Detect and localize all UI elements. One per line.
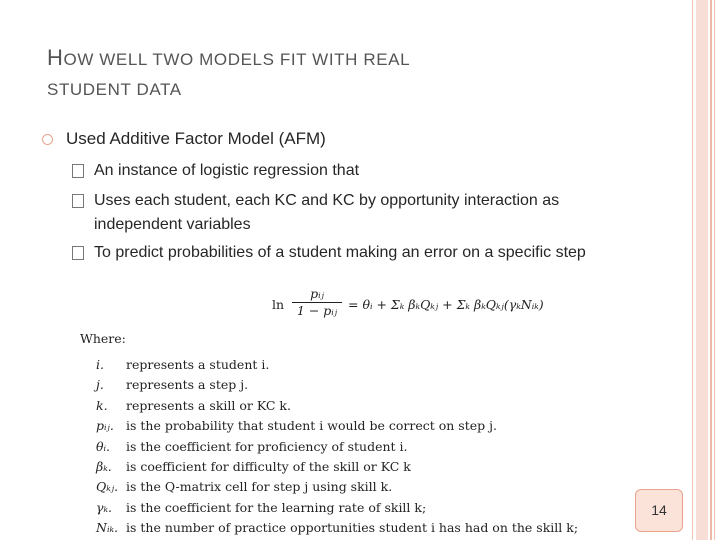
- definition-text: is the coefficient for the learning rate of skill k;: [125, 499, 427, 515]
- definition-item: [96, 518, 636, 538]
- decorative-stripe: [692, 0, 693, 540]
- definition-text: represents a skill or KC k.: [125, 397, 291, 413]
- definition-text: represents a step j.: [125, 377, 249, 393]
- definition-symbol: Nᵢₖ.: [96, 520, 118, 536]
- decorative-stripe: [696, 0, 708, 540]
- definition-item: [96, 437, 636, 457]
- title-line-1: [47, 38, 667, 78]
- decorative-stripe: [710, 0, 712, 540]
- definition-symbol: θᵢ.: [96, 438, 111, 454]
- definition-symbol: βₖ.: [96, 458, 112, 474]
- definition-text: is coefficient for difficulty of the skill or KC k: [125, 458, 411, 474]
- definition-symbol: k.: [96, 397, 108, 413]
- circle-bullet-icon: [42, 134, 53, 145]
- definition-symbol: i.: [96, 357, 104, 372]
- main-bullet-text: Used Additive Factor Model (AFM): [66, 129, 326, 148]
- definition-item: [96, 396, 636, 416]
- definition-text: is the probability that student i would be correct on step j.: [125, 418, 497, 434]
- sub-bullet-text: Uses each student, each KC and KC by opportunity interaction as independent variables: [94, 192, 560, 233]
- formula-numerator: pᵢⱼ: [292, 286, 342, 303]
- formula-rhs: = θᵢ + Σₖ βₖQₖⱼ + Σₖ βₖQₖⱼ(γₖNᵢₖ): [348, 297, 544, 312]
- square-bullet-icon: [72, 164, 84, 178]
- formula-ln: ln: [272, 297, 285, 312]
- sub-bullet-text: An instance of logistic regression that: [94, 162, 360, 179]
- formula-fraction: [292, 286, 342, 318]
- definition-item: [96, 498, 636, 518]
- definition-item: [96, 416, 636, 436]
- slide-title: [47, 38, 667, 102]
- definitions-list: [96, 355, 636, 539]
- title-line-2: STUDENT DATA: [47, 80, 182, 99]
- definition-text: is the coefficient for proficiency of student i.: [125, 438, 408, 454]
- definition-symbol: Qₖⱼ.: [96, 479, 119, 495]
- title-line-1-text: OW WELL TWO MODELS FIT WITH REAL: [63, 50, 411, 69]
- definition-symbol: pᵢⱼ.: [96, 418, 114, 434]
- slide-number-badge: 14: [635, 489, 683, 532]
- definition-symbol: j.: [96, 377, 104, 393]
- formula-denominator: 1 − pᵢⱼ: [296, 303, 338, 318]
- square-bullet-icon: [72, 246, 84, 260]
- square-bullet-icon: [72, 194, 84, 208]
- definition-item: [96, 477, 636, 497]
- afm-formula: [272, 286, 602, 326]
- where-label: Where:: [80, 331, 126, 346]
- definition-text: represents a student i.: [125, 357, 270, 372]
- definition-text: is the Q-matrix cell for step j using skill k.: [125, 479, 393, 495]
- definition-symbol: γₖ.: [96, 499, 113, 515]
- decorative-stripe: [714, 0, 715, 540]
- definition-item: [96, 355, 636, 375]
- definition-text: is the number of practice opportunities student i has had on the skill k;: [125, 520, 579, 536]
- definition-item: [96, 375, 636, 395]
- sub-bullet-text: To predict probabilities of a student making an error on a specific step: [94, 244, 586, 261]
- definition-item: [96, 457, 636, 477]
- title-initial: H: [47, 45, 64, 70]
